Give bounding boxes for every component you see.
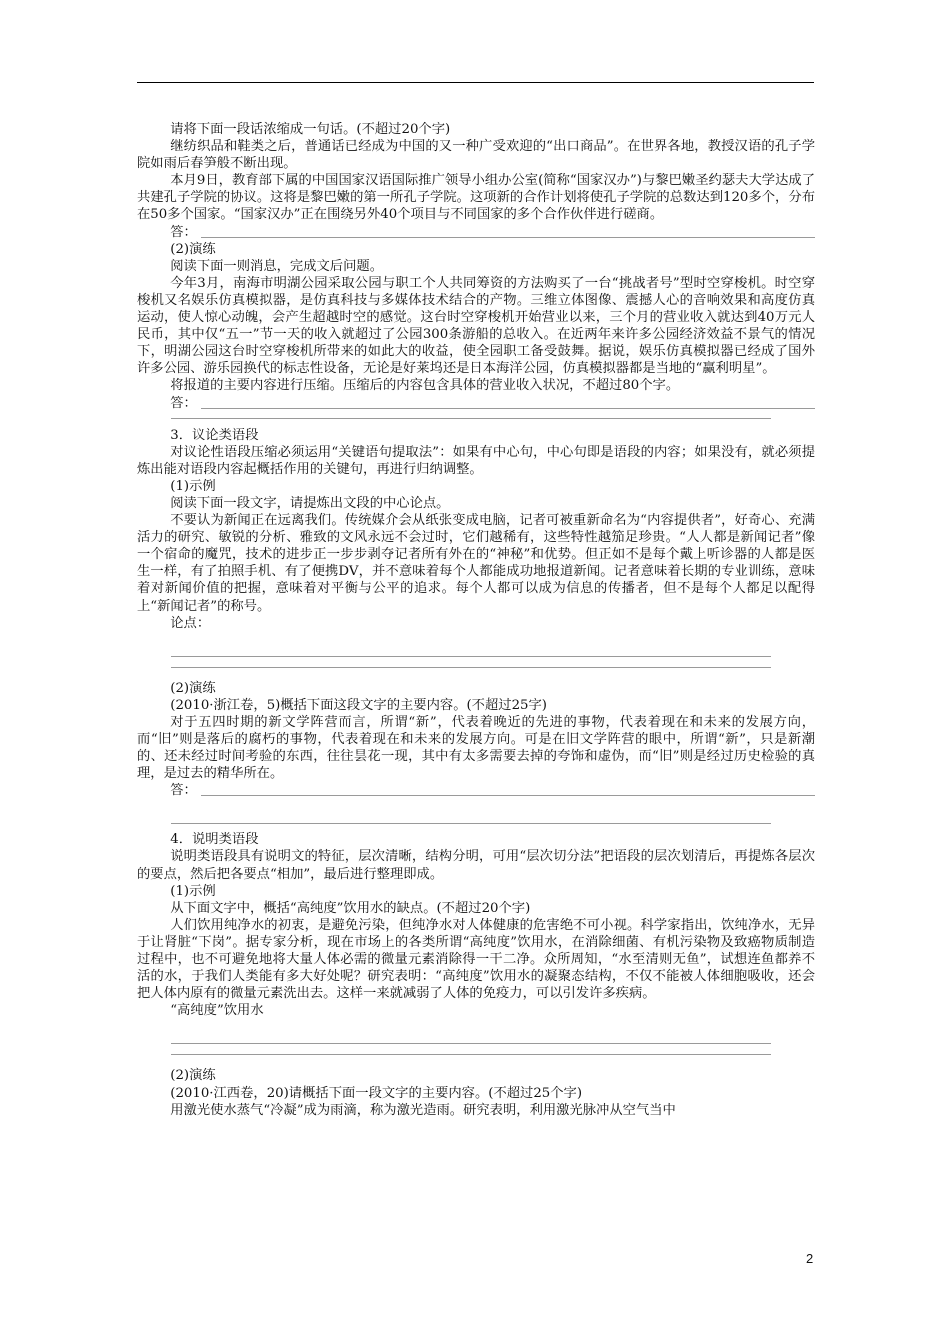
answer-blank-line[interactable] [171, 1054, 771, 1055]
answer-prefix: “高纯度”饮用水 [170, 1003, 264, 1019]
section-heading: 4．说明类语段 [170, 832, 259, 848]
passage-paragraph: 继纺织品和鞋类之后，普通话已经成为中国的又一种广受欢迎的“出口商品”。在世界各地，教授汉语的孔子学院如雨后春笋般不断出现。 [137, 139, 815, 172]
subsection-heading: (2)演练 [170, 680, 216, 696]
subsection-heading: (2)演练 [170, 241, 216, 257]
page-content [137, 121, 815, 1119]
subsection-heading: (1)示例 [170, 883, 216, 899]
answer-blank-line[interactable] [171, 418, 771, 419]
answer-line[interactable] [137, 395, 815, 412]
answer-line[interactable] [137, 782, 815, 799]
answer-label: 答： [170, 224, 197, 240]
answer-blank [201, 236, 815, 238]
passage-paragraph: 不要认为新闻正在远离我们。传统媒介会从纸张变成电脑，记者可被重新命名为“内容提供者”，好奇心、充满活力的研究、敏锐的分析、雅致的文风永远不会过时，它们越稀有，这些特性越笳足珍贵。“人人都是新闻记者”像一个宿命的魔咒，技术的进步正一步步剥夺记者所有外在的“神秘”和优势。但正如不是每个戴上听诊器的人都是医生一样，有了拍照手机、有了便携DV，并不意味着每个人都能成功地报道新闻。记者意味着长期的专业训练，意味着对新闻价值的把握，意味着对平衡与公平的追求。每个人都可以成为信息的传播者，但不是每个人都足以配得上“新闻记者”的称号。 [137, 513, 815, 614]
task-instruction: 请将下面一段话浓缩成一句话。(不超过20个字) [170, 122, 451, 137]
answer-blank-line[interactable] [171, 823, 771, 824]
answer-blank-line[interactable] [171, 1043, 771, 1044]
page-number: 2 [806, 1251, 814, 1266]
subsection-heading: (1)示例 [170, 478, 216, 494]
answer-blank-line[interactable] [171, 667, 771, 668]
answer-label: 答： [170, 395, 197, 411]
passage-paragraph: 本月9日，教育部下属的中国国家汉语国际推广领导小组办公室(简称“国家汉办”)与黎巴嫩圣约瑟夫大学达成了共建孔子学院的协议。这将是黎巴嫩的第一所孔子学院。这项新的合作计划将使孔子学院的总数达到120多个，分布在50多个国家。“国家汉办”正在围绕另外40个项目与不同国家的多个合作伙伴进行磋商。 [137, 173, 815, 223]
header-rule [137, 82, 814, 83]
answer-blank [201, 407, 815, 409]
method-description: 对议论性语段压缩必须运用“关键语句提取法”：如果有中心句，中心句即是语段的内容；如果没有，就必须提炼出能对语段内容起概括作用的关键句，再进行归纳调整。 [137, 444, 815, 477]
passage-paragraph: 今年3月，南海市明湖公园采取公园与职工个人共同筹资的方法购买了一台“挑战者号”型时空穿梭机。时空穿梭机又名娱乐仿真模拟器，是仿真科技与多媒体技术结合的产物。三维立体图像、震撼人心的音响效果和高度仿真运动，使人惊心动魄，会产生超越时空的感觉。这台时空穿梭机开始营业以来，三个月的营业收入就达到40万元人民币，其中仅“五一”节一天的收入就超过了公园300条游船的总收入。在近两年来许多公园经济效益不景气的情况下，明湖公园这台时空穿梭机所带来的如此大的收益，使全园职工备受鼓舞。据说，娱乐仿真模拟器已经成了国外许多公园、游乐园换代的标志性设备，无论是好莱坞还是日本海洋公园，仿真模拟器都是当地的“赢利明星”。 [137, 275, 815, 377]
passage-paragraph: 人们饮用纯净水的初衷，是避免污染，但纯净水对人体健康的危害绝不可小视。科学家指出，饮纯净水，无异于让肾脏“下岗”。据专家分析，现在市场上的各类所谓“高纯度”饮用水，在消除细菌、有机污染物及致癌物质制造过程中，也不可避免地将大量人体必需的微量元素消除得一干二净。众所周知，“水至清则无鱼”，试想连鱼都养不活的水，于我们人类能有多大好处呢？研究表明：“高纯度”饮用水的凝聚态结构，不仅不能被人体细胞吸收，还会把人体内原有的微量元素洗出去。这样一来就减弱了人体的免疫力，可以引发许多疾病。 [137, 917, 815, 1002]
task-instruction: (2010·浙江卷，5)概括下面这段文字的主要内容。(不超过25字) [170, 697, 547, 713]
answer-blank-line[interactable] [171, 656, 771, 657]
task-instruction: 阅读下面一段文字，请提炼出文段的中心论点。 [170, 495, 450, 511]
answer-blank [201, 794, 815, 796]
passage-paragraph: 对于五四时期的新文学阵营而言，所谓“新”，代表着晚近的先进的事物，代表着现在和未来的发展方向，而“旧”则是落后的腐朽的事物，代表着现在和未来的发展方向。可是在旧文学阵营的眼中，所谓“新”，只是新潮的、还未经过时间考验的东西，往往昙花一现，其中有太多需要去掉的夸饰和虚伪，而“旧”则是经过历史检验的真理，是过去的精华所在。 [137, 714, 815, 782]
passage-paragraph: 用激光使水蒸气“冷凝”成为雨滴，称为激光造雨。研究表明，利用激光脉冲从空气当中 [170, 1102, 676, 1118]
task-instruction: 从下面文字中，概括“高纯度”饮用水的缺点。(不超过20个字) [170, 900, 531, 916]
answer-label: 论点： [170, 615, 211, 631]
task-instruction: 将报道的主要内容进行压缩。压缩后的内容包含具体的营业收入状况，不超过80个字。 [170, 378, 680, 394]
section-heading: 3．议论类语段 [170, 427, 259, 443]
task-instruction: (2010·江西卷，20)请概括下面一段文字的主要内容。(不超过25个字) [170, 1085, 583, 1101]
method-description: 说明类语段具有说明文的特征，层次清晰，结构分明，可用“层次切分法”把语段的层次划清后，再提炼各层次的要点，然后把各要点“相加”，最后进行整理即成。 [137, 849, 815, 882]
answer-line[interactable] [137, 224, 815, 241]
task-instruction: 阅读下面一则消息，完成文后问题。 [170, 258, 383, 274]
subsection-heading: (2)演练 [170, 1068, 216, 1084]
answer-label: 答： [170, 783, 197, 799]
